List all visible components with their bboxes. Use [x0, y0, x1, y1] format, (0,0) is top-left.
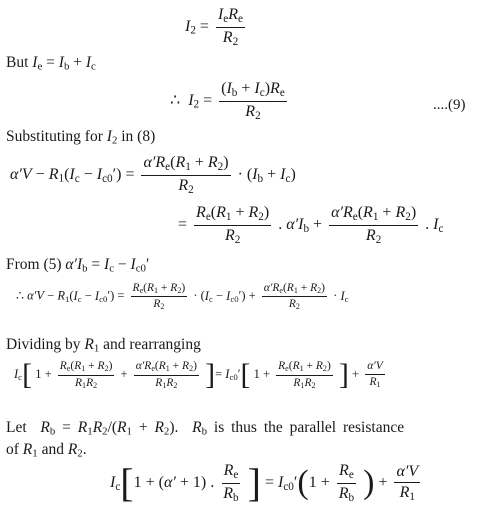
- text-substituting: Substituting for: [6, 128, 103, 145]
- line-from5: From (5) $\alpha'I_b = I_c - I_{c0}'$: [6, 256, 150, 275]
- equation-combined: ∴ $\alpha'V - R_1(I_c - I_{c0}')$ = $\frac{R_e(R_1 + R_2)}{R_2}$ · $(I_c - I_{c0}')$ + $\frac{\alpha'R_e(R_1 + R_2)}{R_2}$ · $I_c$: [16, 282, 349, 312]
- line-substituting: Substituting for $I_2$ in (8): [6, 128, 156, 147]
- equation-i2-definition: $I_2$ = $\frac{I_eR_e}{R_2}$: [185, 6, 243, 48]
- equation-9: ∴ $I_2$ = $\frac{(I_b + I_c)R_e}{R_2}$: [170, 80, 285, 122]
- line-dividing: Dividing by $R_1$ and rearranging: [6, 336, 201, 355]
- equation-substituted-1: $\alpha'V - R_1(I_c - I_{c0}')$ = $\frac{\alpha'R_e(R_1 + R_2)}{R_2}$ · $(I_b + I_c)$: [10, 154, 296, 196]
- text-rb-and: and: [41, 441, 64, 458]
- equation-rearranged: $I_c$[ 1 + $\frac{R_e(R_1 + R_2)}{R_1R_2}$ + $\frac{\alpha'R_e(R_1 + R_2)}{R_1R_2}$ ]= $I_{c0}'$[ 1 + $\frac{R_e(R_1 + R_2)}{R_1R_2}$ ] + $\frac{\alpha'V}{R_1}$: [14, 358, 383, 391]
- line-but-ie: But $I_e = I_b + I_c$: [6, 54, 96, 73]
- text-in8: in (8): [121, 128, 156, 145]
- text-from5: From (5): [6, 256, 62, 273]
- therefore-symbol: ∴: [170, 91, 181, 109]
- equation-final: $I_c[1 + (\alpha' + 1)$ . $\frac{R_e}{R_b}$ ] = $I_{c0}'(1$ + $\frac{R_e}{R_b}$ ) + $\frac{\alpha'V}{R_1}$: [110, 460, 419, 506]
- text-rearranging: and rearranging: [103, 336, 201, 353]
- equation-substituted-2: = $\frac{R_e(R_1 + R_2)}{R_2}$ . $\alpha'I_b$ + $\frac{\alpha'R_e(R_1 + R_2)}{R_2}$ . $I_c$: [178, 204, 444, 246]
- line-let-rb: Let $R_b = R_1R_2/(R_1 + R_2)$. $R_b$ is thus the parallel resistance: [6, 419, 405, 438]
- text-but: But: [6, 54, 29, 71]
- equation-number-9: ....(9): [433, 97, 466, 113]
- text-rb-desc2: of: [6, 441, 19, 458]
- line-of-r1-r2: of $R_1$ and $R_2$.: [6, 441, 87, 460]
- text-let: Let: [6, 419, 27, 436]
- text-rb-desc1: is thus the parallel resistance: [213, 419, 405, 436]
- text-dividing: Dividing by: [6, 336, 81, 353]
